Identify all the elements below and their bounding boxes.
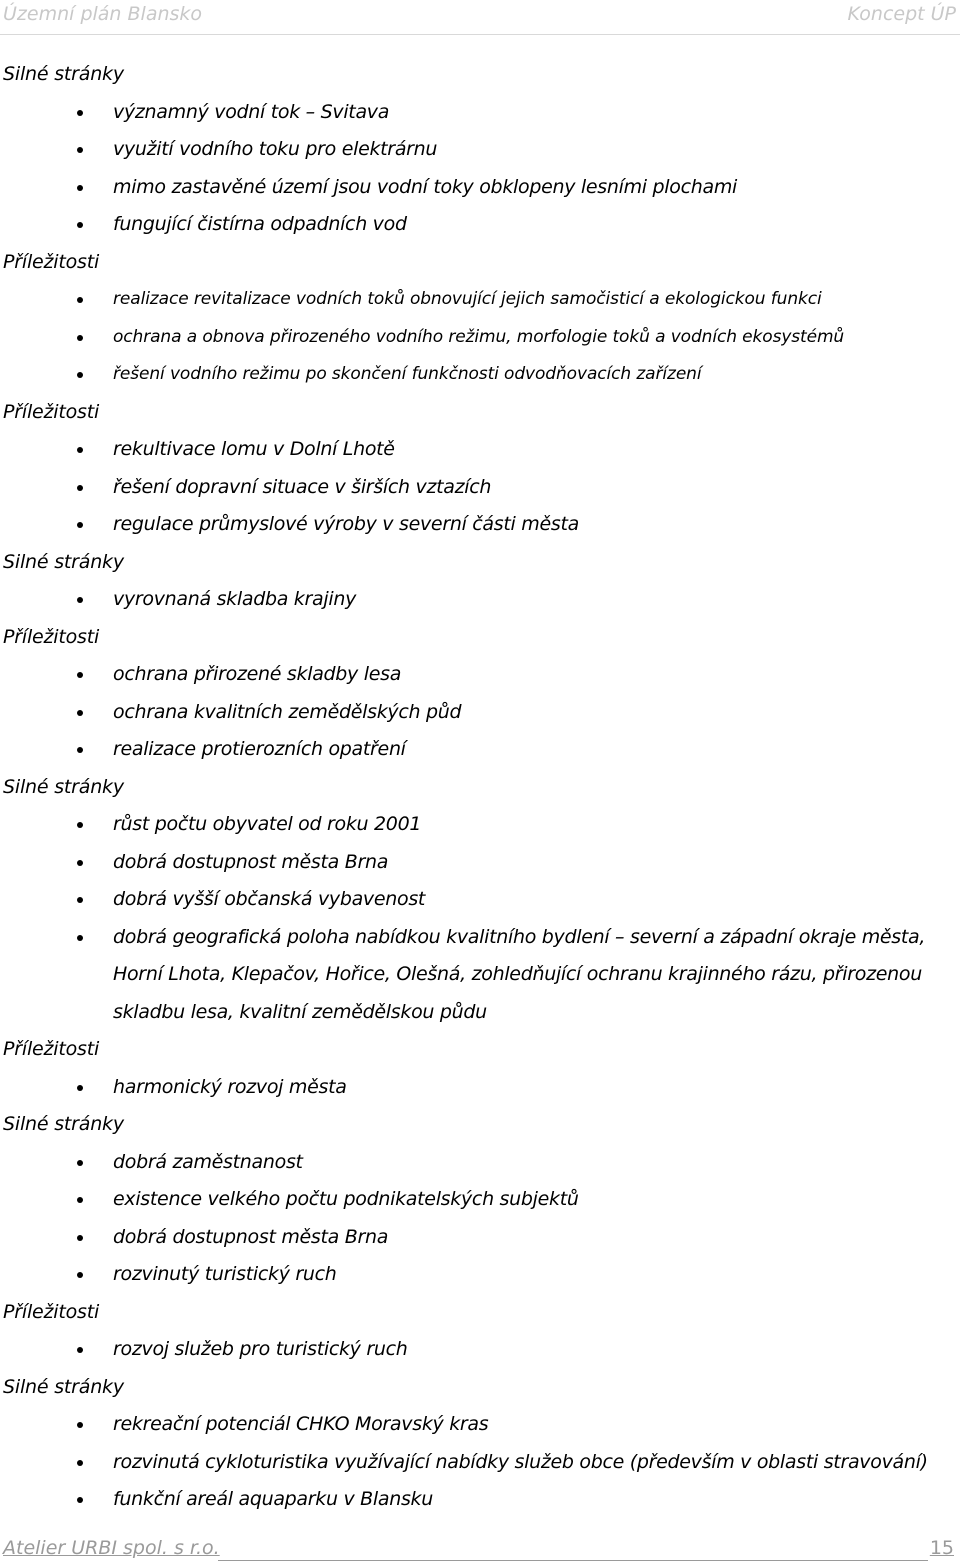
list-item: [0, 806, 960, 844]
list-item: [0, 94, 960, 132]
list-item: [0, 581, 960, 619]
list-item: [0, 1406, 960, 1444]
list-item: [0, 919, 960, 1032]
list-item-text: harmonický rozvoj města: [113, 1075, 347, 1098]
bullet-icon: [77, 447, 83, 453]
header-title: Územní plán Blansko: [3, 3, 203, 25]
bullet-icon: [77, 485, 83, 491]
page-header: [0, 0, 960, 35]
list-item: [0, 1069, 960, 1107]
footer-rule: [218, 1560, 928, 1561]
list-item-text: dobrá vyšší občanská vybavenost: [113, 888, 426, 910]
bullet-icon: [77, 185, 83, 191]
list-item-text: ochrana kvalitních zemědělských půd: [113, 700, 462, 723]
list-item-text: mimo zastavěné území jsou vodní toky obklopeny lesními plochami: [113, 175, 738, 198]
list-item: [0, 1444, 960, 1482]
list-item: [0, 131, 960, 169]
list-item: [0, 356, 960, 394]
list-item-text: dobrá dostupnost města Brna: [113, 1225, 389, 1248]
section-heading: Příležitosti: [3, 625, 100, 648]
list-item-text: dobrá zaměstnanost: [113, 1150, 303, 1173]
list-item-text: využití vodního toku pro elektrárnu: [113, 138, 438, 160]
section-heading: Příležitosti: [3, 1038, 100, 1060]
bullet-icon: [77, 522, 83, 528]
list-item-text: vyrovnaná skladba krajiny: [113, 588, 357, 610]
bullet-icon: [77, 335, 83, 341]
list-item: [0, 1181, 960, 1219]
list-item-text: rekreační potenciál CHKO Moravský kras: [113, 1413, 489, 1435]
list-item-text: existence velkého počtu podnikatelských subjektů: [113, 1188, 579, 1210]
bullet-icon: [77, 1460, 83, 1466]
page-number: 15: [929, 1537, 954, 1559]
list-item: [0, 1219, 960, 1257]
bullet-icon: [77, 597, 83, 603]
list-item: [0, 169, 960, 207]
section-heading: Silné stránky: [3, 1113, 124, 1135]
header-subtitle: Koncept ÚP: [847, 3, 956, 25]
bullet-icon: [77, 297, 83, 303]
bullet-icon: [77, 1272, 83, 1278]
list-item: [0, 1481, 960, 1519]
document-body: [0, 56, 960, 1519]
bullet-icon: [77, 222, 83, 228]
bullet-icon: [77, 110, 83, 116]
list-item-text: funkční areál aquaparku v Blansku: [113, 1488, 434, 1510]
section-heading: Silné stránky: [3, 63, 124, 85]
list-item: [0, 1331, 960, 1369]
bullet-icon: [77, 1160, 83, 1166]
list-item: [0, 469, 960, 507]
list-item: [0, 281, 960, 319]
list-item: [0, 881, 960, 919]
list-item: [0, 656, 960, 694]
bullet-icon: [77, 747, 83, 753]
list-item-text: ochrana přirozené skladby lesa: [113, 663, 402, 685]
list-item: [0, 731, 960, 769]
list-item-text: realizace revitalizace vodních toků obnovující jejich samočisticí a ekologickou funkci: [113, 289, 822, 309]
list-item-text: řešení vodního režimu po skončení funkčnosti odvodňovacích zařízení: [113, 364, 702, 384]
footer-company: Atelier URBI spol. s r.o.: [3, 1537, 220, 1559]
list-item: [0, 206, 960, 244]
section-heading: Příležitosti: [3, 1300, 100, 1323]
bullet-icon: [77, 710, 83, 716]
bullet-icon: [77, 1197, 83, 1203]
list-item-text: rekultivace lomu v Dolní Lhotě: [113, 438, 395, 460]
list-item-text: růst počtu obyvatel od roku 2001: [113, 813, 422, 835]
section-heading: Silné stránky: [3, 775, 124, 798]
list-item-text: významný vodní tok – Svitava: [113, 100, 390, 123]
list-item-text: realizace protierozních opatření: [113, 738, 406, 760]
list-item-text: rozvinutý turistický ruch: [113, 1263, 337, 1285]
bullet-icon: [77, 147, 83, 153]
list-item-text: ochrana a obnova přirozeného vodního režimu, morfologie toků a vodních ekosystémů: [113, 326, 845, 347]
list-item: [0, 694, 960, 732]
bullet-icon: [77, 860, 83, 866]
list-item-text: dobrá dostupnost města Brna: [113, 850, 389, 873]
section-heading: Příležitosti: [3, 400, 100, 423]
list-item: [0, 431, 960, 469]
bullet-icon: [77, 1497, 83, 1503]
list-item: [0, 1144, 960, 1182]
section-heading: Příležitosti: [3, 250, 100, 273]
list-item-text: rozvinutá cykloturistika využívající nabídky služeb obce (především v oblasti stravování): [113, 1450, 928, 1473]
list-item-text: regulace průmyslové výroby v severní části města: [113, 513, 579, 535]
list-item: [0, 1256, 960, 1294]
list-item-text: řešení dopravní situace v širších vztazích: [113, 475, 492, 498]
bullet-icon: [77, 1347, 83, 1353]
list-item: [0, 319, 960, 357]
section-heading: Silné stránky: [3, 550, 124, 573]
section-heading: Silné stránky: [3, 1375, 124, 1398]
bullet-icon: [77, 1422, 83, 1428]
bullet-icon: [77, 1085, 83, 1091]
bullet-icon: [77, 372, 83, 378]
bullet-icon: [77, 822, 83, 828]
list-item-text: dobrá geografická poloha nabídkou kvalitního bydlení – severní a západní okraje města, Horní Lhota, Klepačov, Hořice, Olešná, zohledňující ochranu krajinného rázu, přirozenou skladbu lesa, kvalitní zemědělskou půdu: [113, 925, 926, 1023]
list-item-text: rozvoj služeb pro turistický ruch: [113, 1338, 408, 1360]
bullet-icon: [77, 672, 83, 678]
bullet-icon: [77, 1235, 83, 1241]
list-item: [0, 506, 960, 544]
list-item: [0, 844, 960, 882]
list-item-text: fungující čistírna odpadních vod: [113, 213, 407, 235]
bullet-icon: [77, 897, 83, 903]
bullet-icon: [77, 935, 83, 941]
